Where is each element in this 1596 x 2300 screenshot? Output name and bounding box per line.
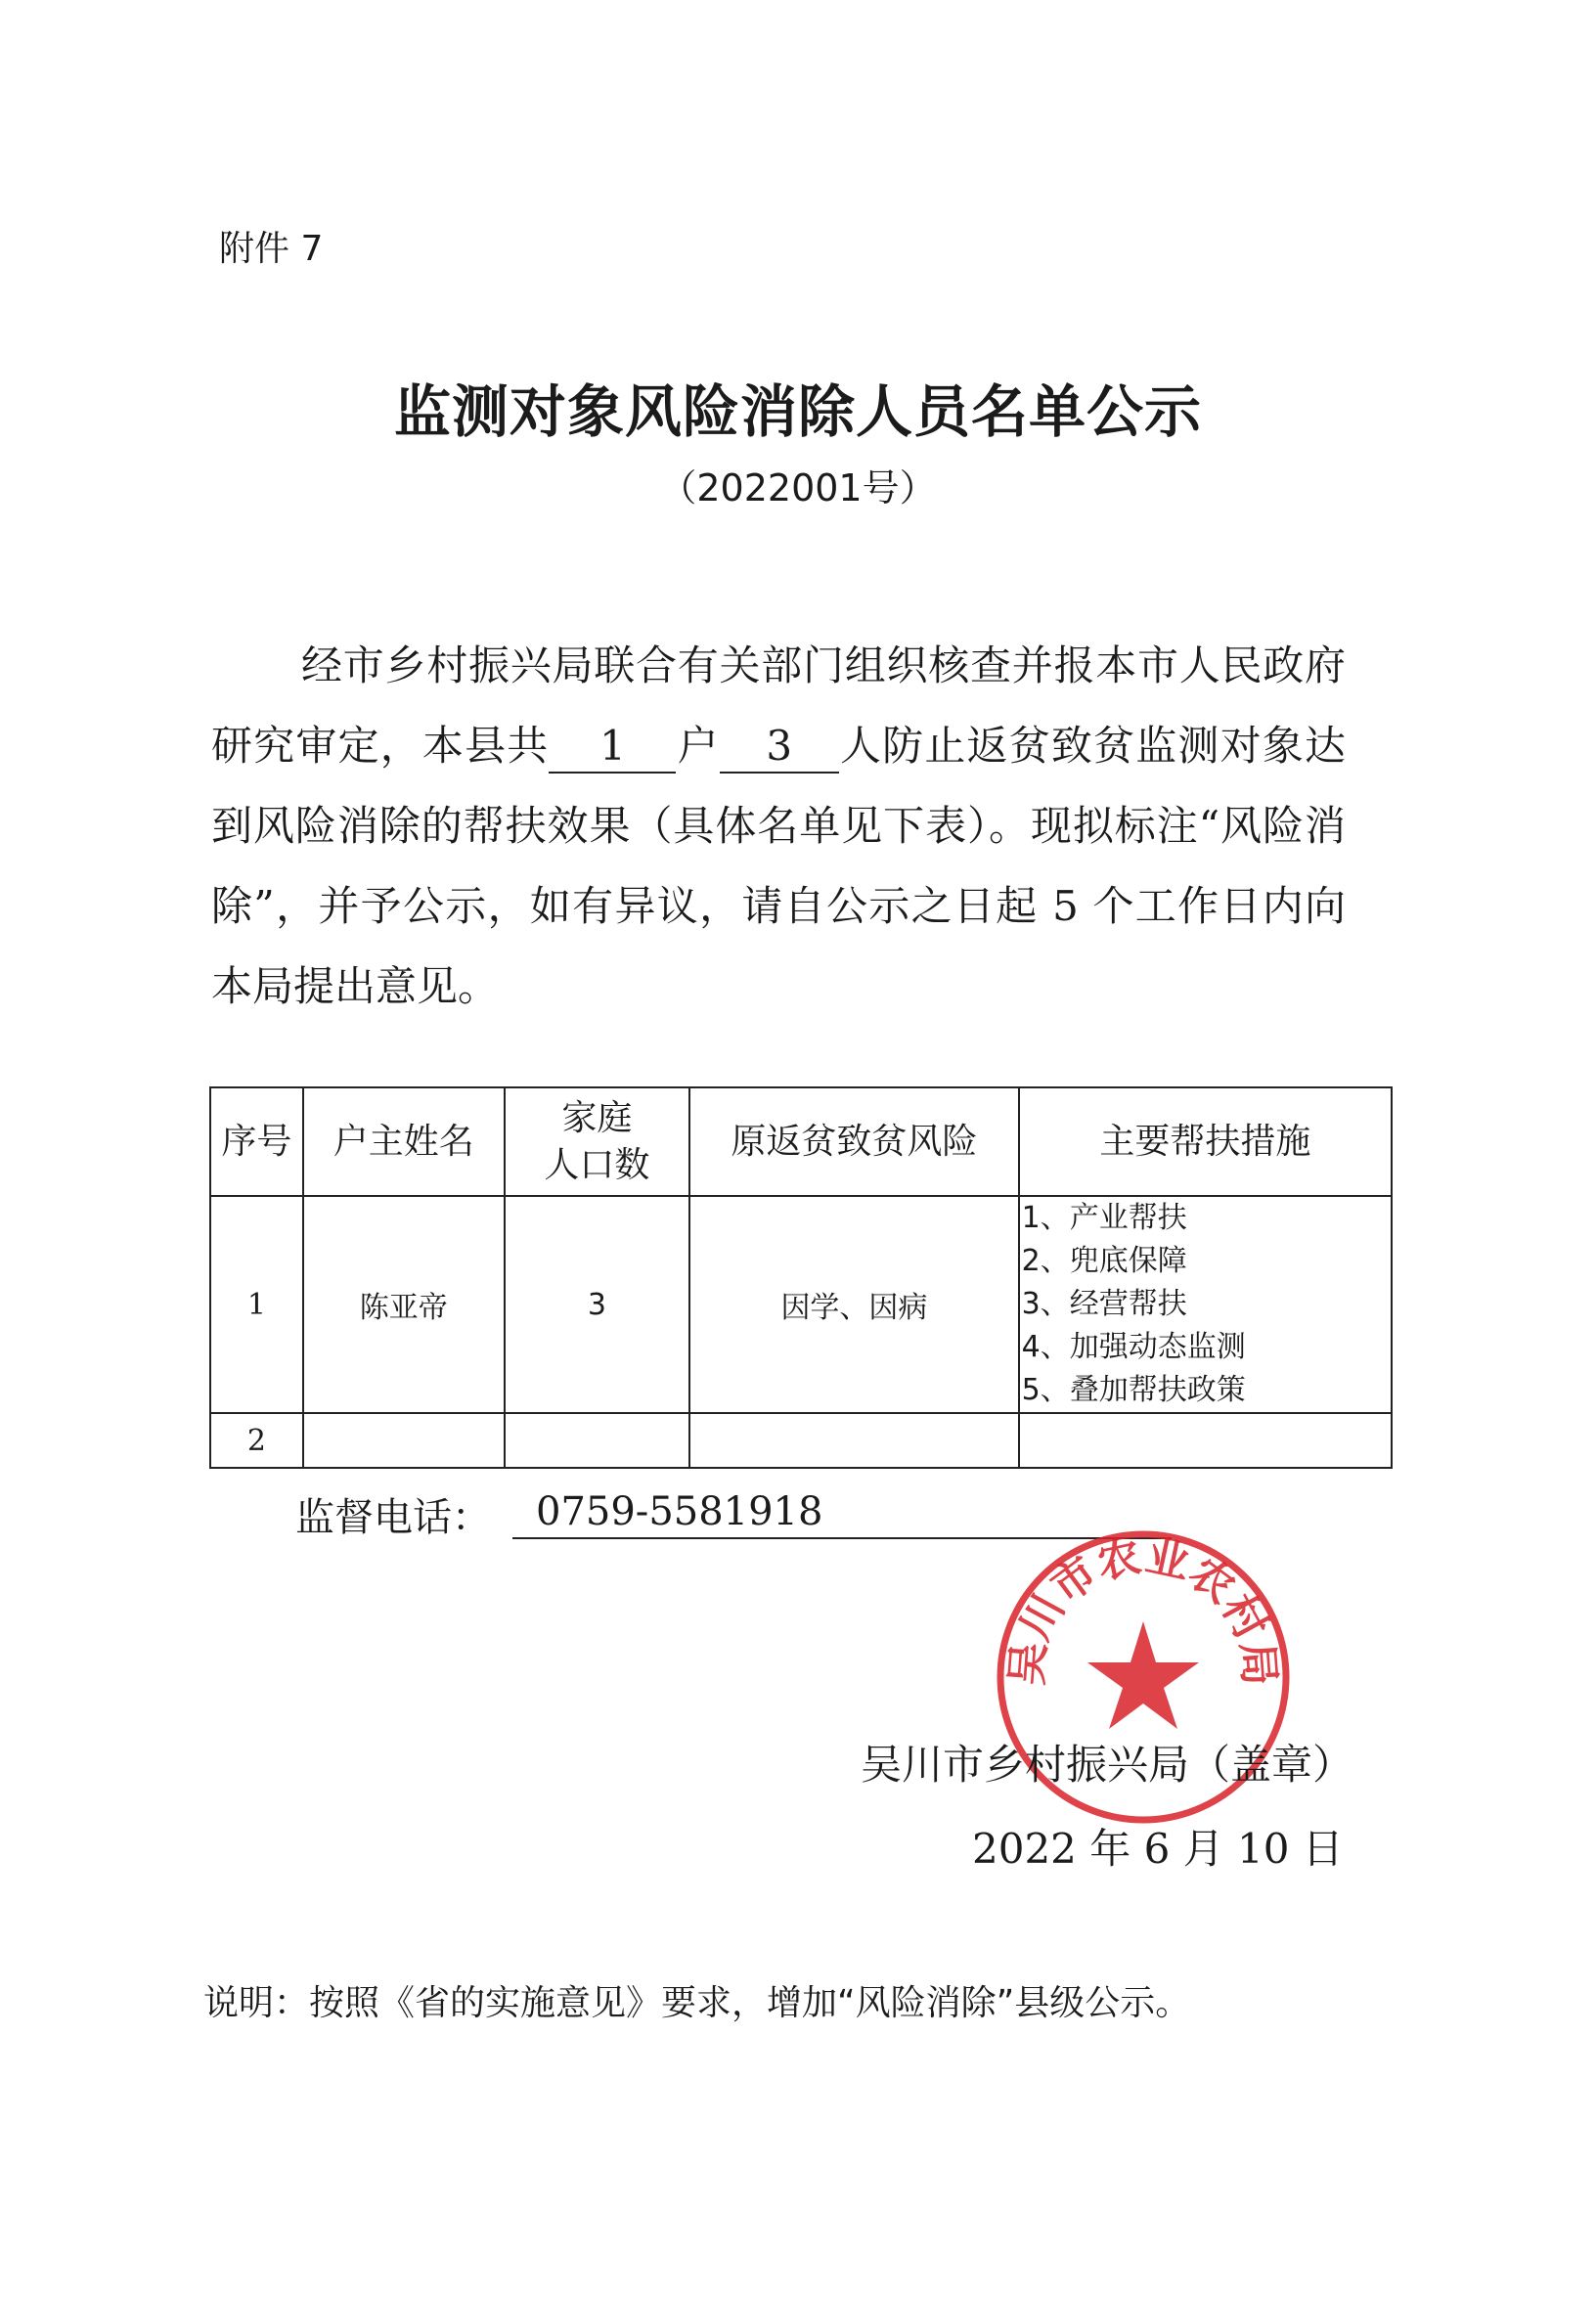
cell-measures — [1019, 1196, 1392, 1413]
table-header-row — [210, 1087, 1392, 1196]
attachment-label: 附件 7 — [219, 229, 324, 269]
header-seq: 序号 — [210, 1087, 303, 1196]
cell-family-size — [505, 1413, 690, 1468]
supervision-phone: 0759-5581918 — [512, 1486, 1172, 1539]
issue-date: 2022 年 6 月 10 日 — [972, 1825, 1344, 1873]
table-row — [210, 1413, 1392, 1468]
body-rest: 对象达到风险消除的帮扶效果（具体名单见下表）。现拟标注“风险消除”，并予公示，如有异议，请自公示之日起 5 个工作日内向本局提出意见。 — [211, 722, 1346, 1010]
cell-name — [303, 1413, 505, 1468]
page-title: 监测对象风险消除人员名单公示 — [393, 378, 1202, 445]
seal-star-icon — [1087, 1621, 1199, 1729]
body-line-1: 经市乡村振兴局联合有关部门组织核查并报本市人民 — [301, 641, 1264, 689]
issuer-name: 吴川市乡村振兴局（盖章） — [861, 1741, 1354, 1789]
table-row — [210, 1196, 1392, 1413]
measure-item: 5、叠加帮扶政策 — [1021, 1373, 1246, 1407]
risk-elimination-table — [209, 1086, 1393, 1469]
measure-item: 1、产业帮扶 — [1021, 1201, 1187, 1235]
header-family-size-line1: 家庭 — [561, 1097, 633, 1138]
household-count: 1 — [549, 721, 676, 774]
body-line-2-post: 人防止返贫致贫监测 — [838, 722, 1220, 770]
seal-text: 吴川市农业农村局 — [1001, 1530, 1285, 1688]
measure-item: 2、兜底保障 — [1021, 1244, 1187, 1278]
header-name: 户主姓名 — [303, 1087, 505, 1196]
cell-seq: 1 — [210, 1196, 303, 1413]
header-family-size — [505, 1087, 690, 1196]
cell-name: 陈亚帝 — [303, 1196, 505, 1413]
cell-seq: 2 — [210, 1413, 303, 1468]
measure-item: 3、经营帮扶 — [1021, 1287, 1187, 1321]
cell-family-size: 3 — [505, 1196, 690, 1413]
cell-risk — [689, 1413, 1018, 1468]
header-risk: 原返贫致贫风险 — [689, 1087, 1018, 1196]
announcement-body — [211, 626, 1346, 1027]
body-line-2-prefix: 政府研究审定，本县共 — [211, 641, 1346, 770]
document-number: （2022001号） — [659, 466, 937, 509]
supervision-phone-label: 监督电话： — [295, 1495, 491, 1540]
cell-risk: 因学、因病 — [689, 1196, 1018, 1413]
header-family-size-line2: 人口数 — [544, 1144, 650, 1185]
body-line-2-mid: 户 — [676, 722, 720, 770]
footnote: 说明：按照《省的实施意见》要求，增加“风险消除”县级公示。 — [203, 1983, 1191, 2023]
cell-measures — [1019, 1413, 1392, 1468]
body-paragraph — [211, 626, 1346, 1027]
header-measures: 主要帮扶措施 — [1019, 1087, 1392, 1196]
person-count: 3 — [720, 721, 839, 774]
measure-item: 4、加强动态监测 — [1021, 1330, 1246, 1364]
